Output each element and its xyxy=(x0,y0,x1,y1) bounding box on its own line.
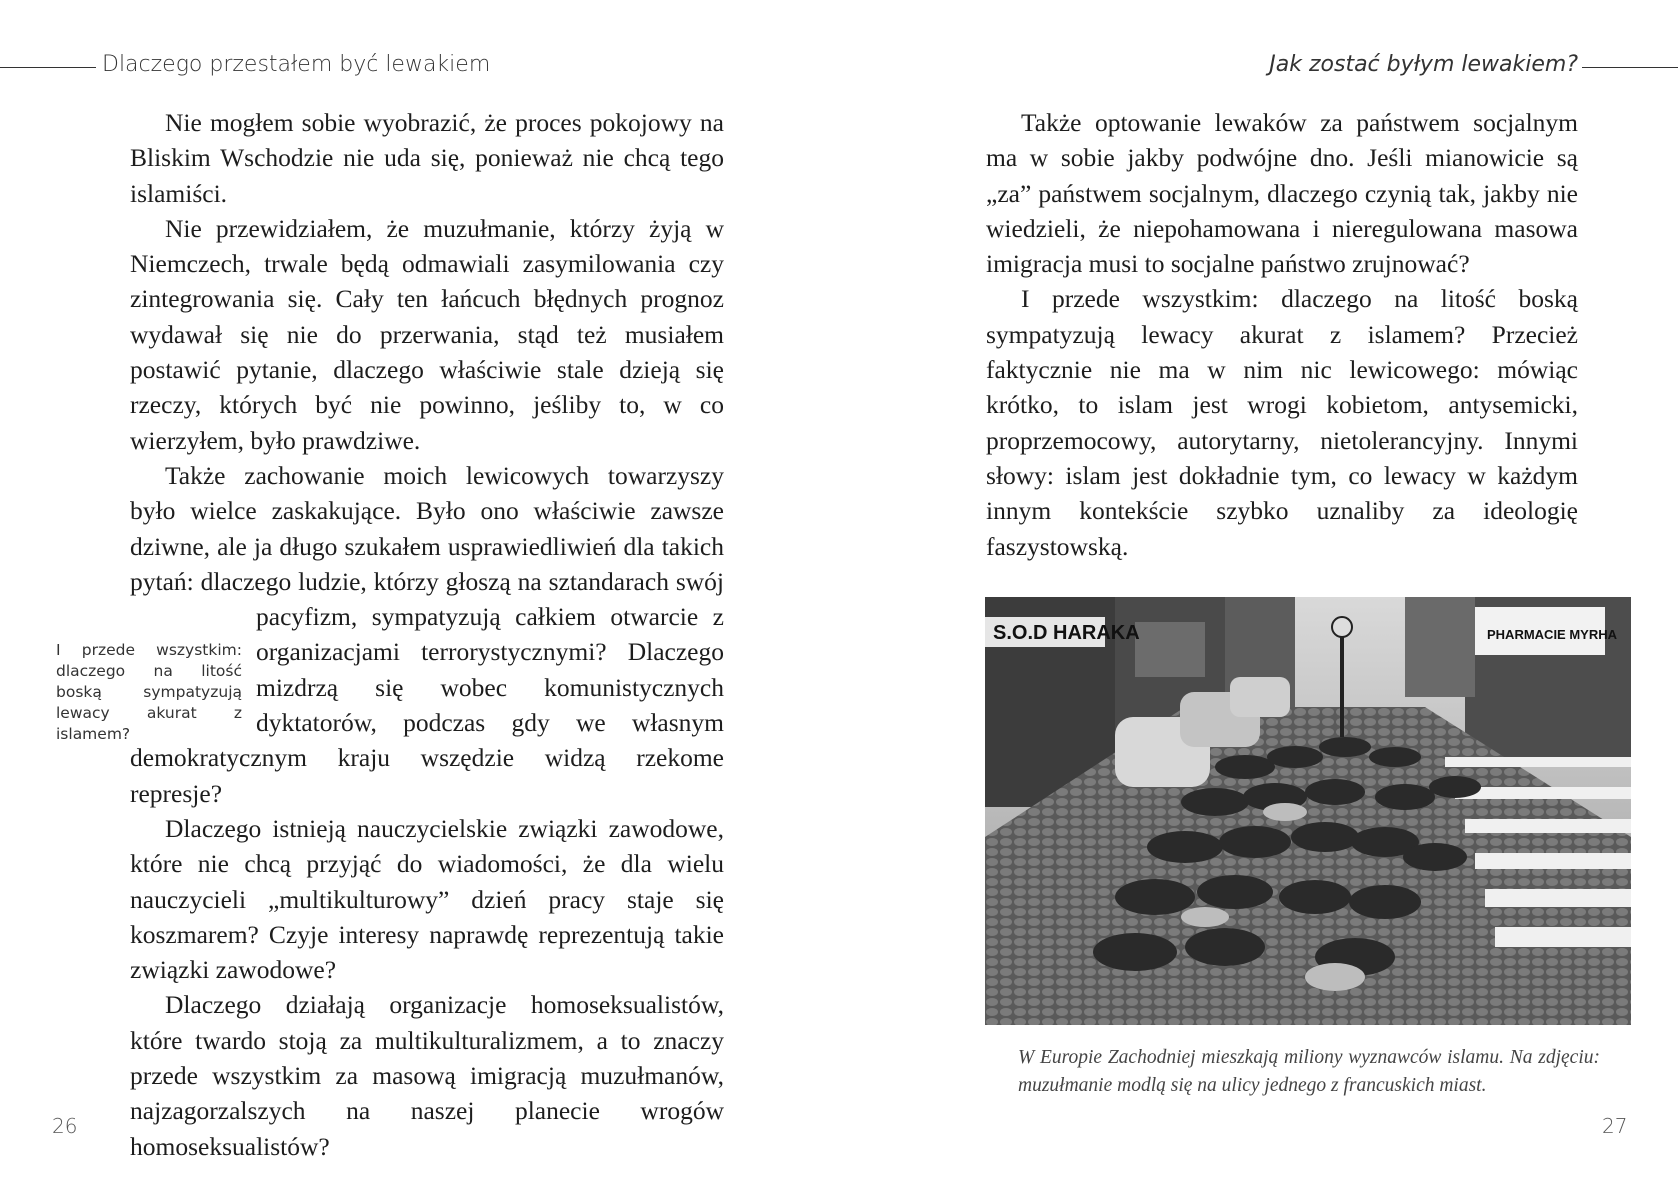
paragraph: Także optowanie lewaków za państwem socjalnym ma w sobie jakby podwójne dno. Jeśli mianowicie są „za” państwem socjalnym, dlaczego czynią tak, jakby nie wiedzieli, że niepohamowana i nieregulowana masowa imigracja musi to socjalne państwo zrujnować? xyxy=(986,108,1578,279)
paragraph: Nie przewidziałem, że muzułmanie, którzy żyją w Niemczech, trwale będą odmawiali zasymilowania czy zintegrowania się. Cały ten łańcuch błędnych prognoz wydawał się nie do przerwania, stąd też musiałem postawić pytanie, dlaczego właściwie stale dzieją się rzeczy, których być nie powinno, jeśliby to, w co wierzyłem, było prawdziwe. xyxy=(130,213,724,455)
paragraph: Nie mogłem sobie wyobrazić, że proces pokojowy na Bliskim Wschodzie nie uda się, ponieważ nie chcą tego islamiści. xyxy=(130,108,724,208)
photo-caption: W Europie Zachodniej mieszkają miliony wyznawców islamu. Na zdjęciu: muzułmanie modlą się na ulicy jednego z francuskich miast. xyxy=(1018,1047,1600,1096)
right-page-text xyxy=(986,105,1578,564)
running-head-left: Dlaczego przestałem być lewakiem xyxy=(102,52,491,77)
paragraph: I przede wszystkim: dlaczego na litość boską sympatyzują lewacy akurat z islamem? Przecież faktycznie nie ma w nim nic lewicowego: mówiąc krótko, to islam jest wrogi kobietom, antysemicki, proprzemocowy, autorytarny, nietolerancyjny. Innymi słowy: islam jest dokładnie tym, co lewacy w każdym innym kontekście szybko uznaliby za ideologię faszystowską. xyxy=(986,284,1578,561)
pull-quote: I przede wszystkim: dlaczego na litość boską sympatyzują lewacy akurat z islamem? xyxy=(56,640,242,743)
paragraph: Dlaczego działają organizacje homoseksualistów, które twardo stoją za multikulturalizmem, a to znaczy przede wszystkim za masową imigracją muzułmanów, najzagorzalszych na naszej planecie wrogów homoseksualistów? xyxy=(130,990,724,1161)
paragraph: Także zachowanie moich lewicowych towarzyszy było wielce zaskakujące. Było ono właściwie zawsze dziwne, ale ja długo szukałem usprawiedliwień dla takich pytań: dlaczego ludzie, którzy głoszą na sztandarach swój pacyfizm, sympatyzują całkiem otwarcie z organizacjami terrorystycznymi? Dlaczego mizdrzą się wobec komunistycznych dyktatorów, podczas gdy we własnym demokratycznym kraju wszędzie widzą rzekome represje? xyxy=(130,460,724,808)
running-head-right: Jak zostać byłym lewakiem? xyxy=(1269,52,1578,77)
page-number-left: 26 xyxy=(52,1114,78,1138)
running-head-rule xyxy=(1582,67,1678,68)
shop-sign: S.O.D HARAKA xyxy=(993,622,1140,644)
running-head-rule xyxy=(0,67,96,68)
paragraph: Dlaczego istnieją nauczycielskie związki zawodowe, które nie chcą przyjąć do wiadomości, że dla wielu nauczycieli „multikulturowy” dzień pracy staje się koszmarem? Czyje interesy naprawdę reprezentują takie związki zawodowe? xyxy=(130,813,724,985)
paragraph-with-pull-quote xyxy=(56,458,724,811)
page-number-right: 27 xyxy=(1602,1114,1628,1138)
pharmacy-sign: PHARMACIE MYRHA xyxy=(1487,627,1617,642)
photo-illustration xyxy=(985,597,1631,1025)
street-prayer-photo xyxy=(985,597,1631,1025)
